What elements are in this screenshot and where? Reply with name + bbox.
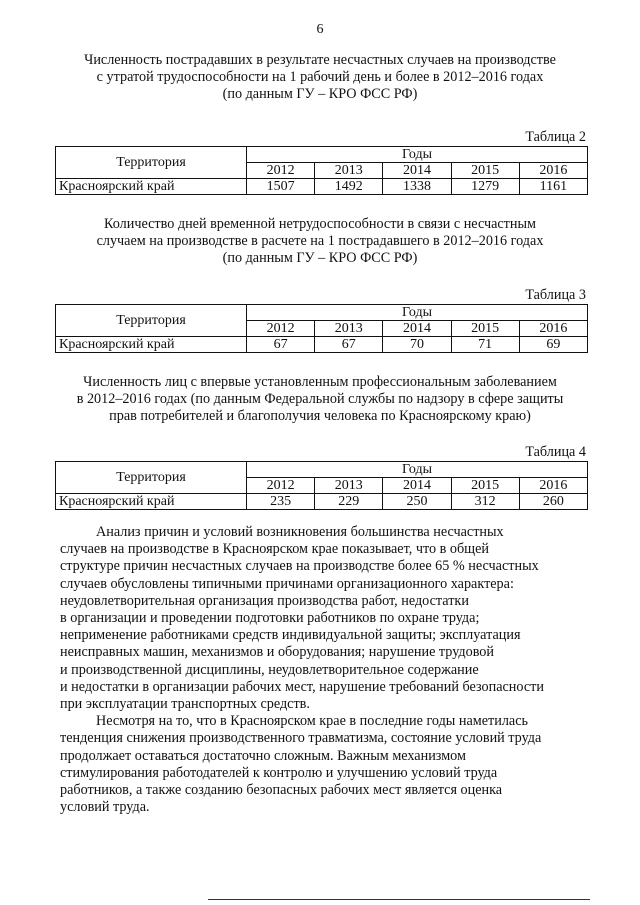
- value-cell: 1161: [519, 179, 587, 195]
- paragraph-line: Анализ причин и условий возникновения большинства несчастных: [96, 524, 504, 540]
- year-header: 2016: [519, 478, 587, 494]
- heading-line: случаем на производстве в расчете на 1 пострадавшего в 2012–2016 годах: [96, 233, 544, 249]
- footer-divider: [208, 899, 590, 900]
- territory-cell: Красноярский край: [56, 494, 247, 510]
- column-header-years: Годы: [247, 462, 588, 478]
- value-cell: 71: [451, 337, 519, 353]
- paragraph-line: случаев на производстве в Красноярском крае показывает, что в общей: [60, 541, 489, 558]
- territory-cell: Красноярский край: [56, 179, 247, 195]
- table-3-label: Таблица 3: [525, 287, 586, 303]
- table-4-label: Таблица 4: [525, 444, 586, 460]
- table-header-row: [56, 305, 588, 321]
- column-header-territory: Территория: [56, 147, 247, 179]
- table-2-label: Таблица 2: [525, 129, 586, 145]
- year-header: 2013: [315, 163, 383, 179]
- heading-line: в 2012–2016 годах (по данным Федеральной службы по надзору в сфере защиты: [76, 391, 564, 407]
- year-header: 2014: [383, 163, 451, 179]
- table-3-heading: [50, 216, 590, 267]
- body-text: [60, 524, 588, 816]
- year-header: 2015: [451, 163, 519, 179]
- paragraph-line: условий труда.: [60, 799, 150, 816]
- year-header: 2014: [383, 478, 451, 494]
- table-2-heading: [50, 52, 590, 103]
- table-3: [55, 304, 588, 353]
- year-header: 2016: [519, 163, 587, 179]
- year-header: 2015: [451, 478, 519, 494]
- paragraph-line: неисправных машин, механизмов и оборудования; нарушение трудовой: [60, 644, 494, 661]
- paragraph-line: тенденция снижения производственного травматизма, состояние условий труда: [60, 730, 542, 747]
- paragraph-line: структуре причин несчастных случаев на производстве более 65 % несчастных: [60, 558, 539, 575]
- table-4: [55, 461, 588, 510]
- heading-line: (по данным ГУ – КРО ФСС РФ): [222, 86, 418, 102]
- table-header-row: [56, 462, 588, 478]
- value-cell: 260: [519, 494, 587, 510]
- value-cell: 70: [383, 337, 451, 353]
- value-cell: 1279: [451, 179, 519, 195]
- paragraph-line: продолжает оставаться достаточно сложным. Важным механизмом: [60, 747, 466, 764]
- paragraph-line: неприменение работниками средств индивидуальной защиты; эксплуатация: [60, 627, 521, 644]
- table-header-row: [56, 147, 588, 163]
- value-cell: 1338: [383, 179, 451, 195]
- paragraph-line: Несмотря на то, что в Красноярском крае в последние годы наметилась: [96, 713, 528, 730]
- value-cell: 229: [315, 494, 383, 510]
- year-header: 2012: [247, 321, 315, 337]
- table-4-heading: [50, 374, 590, 425]
- year-header: 2013: [315, 478, 383, 494]
- territory-cell: Красноярский край: [56, 337, 247, 353]
- table-row: [56, 337, 588, 353]
- year-header: 2012: [247, 478, 315, 494]
- heading-line: с утратой трудоспособности на 1 рабочий день и более в 2012–2016 годах: [96, 69, 544, 85]
- year-header: 2014: [383, 321, 451, 337]
- paragraph-line: неудовлетворительная организация производства работ, недостатки: [60, 592, 469, 609]
- table-row: [56, 494, 588, 510]
- paragraph-line: в организации и проведении подготовки работников по охране труда;: [60, 610, 480, 627]
- paragraph-line: при эксплуатации транспортных средств.: [60, 696, 310, 713]
- paragraph-line: работников, а также созданию безопасных рабочих мест является оценка: [60, 782, 503, 799]
- paragraph-line: и производственной дисциплины, неудовлетворительное содержание: [60, 661, 479, 678]
- heading-line: Численность пострадавших в результате несчастных случаев на производстве: [84, 52, 556, 68]
- value-cell: 312: [451, 494, 519, 510]
- page-number: 6: [316, 22, 324, 37]
- paragraph-line: случаев обусловлены типичными причинами организационного характера:: [60, 575, 514, 592]
- value-cell: 235: [247, 494, 315, 510]
- column-header-years: Годы: [247, 147, 588, 163]
- table-row: [56, 179, 588, 195]
- column-header-territory: Территория: [56, 462, 247, 494]
- value-cell: 1492: [315, 179, 383, 195]
- column-header-territory: Территория: [56, 305, 247, 337]
- heading-line: Количество дней временной нетрудоспособности в связи с несчастным: [103, 216, 536, 232]
- heading-line: Численность лиц с впервые установленным профессиональным заболеванием: [83, 374, 557, 390]
- year-header: 2015: [451, 321, 519, 337]
- value-cell: 1507: [247, 179, 315, 195]
- value-cell: 250: [383, 494, 451, 510]
- year-header: 2016: [519, 321, 587, 337]
- year-header: 2012: [247, 163, 315, 179]
- value-cell: 69: [519, 337, 587, 353]
- table-2: [55, 146, 588, 195]
- heading-line: прав потребителей и благополучия человека по Красноярскому краю): [109, 408, 531, 424]
- value-cell: 67: [247, 337, 315, 353]
- heading-line: (по данным ГУ – КРО ФСС РФ): [222, 250, 418, 266]
- column-header-years: Годы: [247, 305, 588, 321]
- paragraph-line: стимулирования работодателей к контролю и улучшению условий труда: [60, 764, 498, 781]
- year-header: 2013: [315, 321, 383, 337]
- paragraph-line: и недостатки в организации рабочих мест, нарушение требований безопасности: [60, 678, 544, 695]
- value-cell: 67: [315, 337, 383, 353]
